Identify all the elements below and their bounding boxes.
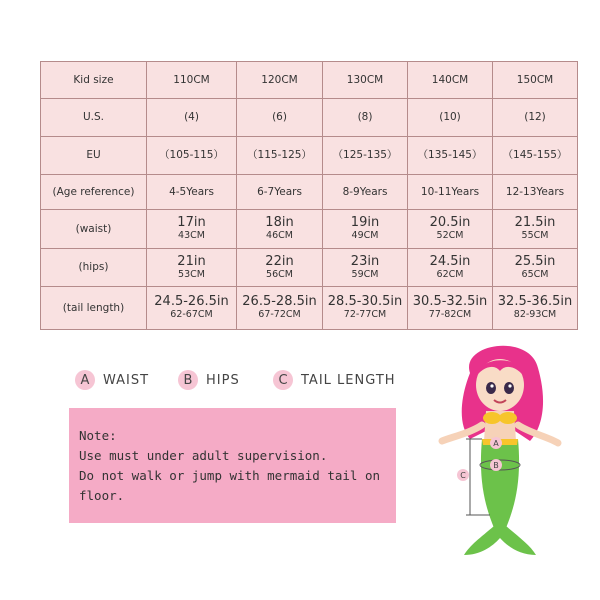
right-eye-highlight <box>508 384 511 387</box>
inch-value: 18in <box>265 215 294 231</box>
cm-value: 72-77CM <box>343 309 387 320</box>
size-chart-table <box>40 61 578 330</box>
cm-value: 55CM <box>521 230 549 241</box>
inch-value: 22in <box>265 253 294 269</box>
table-cell <box>408 287 493 330</box>
inch-value: 26.5-28.5in <box>242 294 317 310</box>
legend-marker-a: A <box>75 370 95 390</box>
table-cell <box>323 287 408 330</box>
legend-marker-b: B <box>178 370 198 390</box>
cm-value: 77-82CM <box>428 309 472 320</box>
tail-fin-shape <box>464 526 536 555</box>
marker-b-label: B <box>493 461 499 470</box>
marker-a-label: A <box>493 439 499 448</box>
header-cell: 140CM <box>408 62 493 99</box>
cm-value: 65CM <box>521 268 549 280</box>
inch-value: 21in <box>177 253 206 269</box>
cm-value: 67-72CM <box>258 309 301 320</box>
header-cell: 130CM <box>323 62 408 99</box>
left-eye-highlight <box>490 384 493 387</box>
marker-c-label: C <box>460 471 466 480</box>
cm-value: 52CM <box>436 230 464 241</box>
cm-value: 46CM <box>266 230 293 241</box>
table-cell: 4-5Years <box>147 175 237 210</box>
legend-label: HIPS <box>206 372 240 388</box>
row-label: EU <box>41 137 147 175</box>
table-cell <box>147 249 237 287</box>
table-cell: （125-135） <box>323 137 408 175</box>
table-cell <box>493 249 578 287</box>
table-cell <box>237 249 323 287</box>
legend-label: WAIST <box>103 372 150 388</box>
table-cell: （145-155） <box>493 137 578 175</box>
row-label: (waist) <box>41 210 147 249</box>
inch-value: 25.5in <box>514 253 556 269</box>
table-row-tail-length <box>41 287 578 330</box>
table-cell: (10) <box>408 99 493 137</box>
header-cell: 150CM <box>493 62 578 99</box>
legend-label: TAIL LENGTH <box>301 372 396 388</box>
shell-top-left <box>483 412 501 424</box>
table-cell <box>493 287 578 330</box>
measurement-legend <box>75 370 415 392</box>
inch-value: 19in <box>350 215 380 231</box>
table-cell <box>147 210 237 249</box>
inch-value: 24.5in <box>429 253 471 269</box>
table-cell: （115-125） <box>237 137 323 175</box>
legend-marker-c: C <box>273 370 293 390</box>
note-box <box>69 408 396 523</box>
table-row-waist <box>41 210 578 249</box>
legend-item-waist <box>75 370 149 390</box>
row-label: (Age reference) <box>41 175 147 210</box>
table-cell <box>237 287 323 330</box>
header-cell: 110CM <box>147 62 237 99</box>
table-cell: 8-9Years <box>323 175 408 210</box>
right-eye-shape <box>504 382 514 394</box>
cm-value: 53CM <box>178 268 205 280</box>
table-cell <box>408 249 493 287</box>
header-cell: 120CM <box>237 62 323 99</box>
inch-value: 30.5-32.5in <box>412 294 488 310</box>
table-cell <box>408 210 493 249</box>
cm-value: 82-93CM <box>513 309 557 320</box>
note-title: Note: <box>79 428 117 443</box>
inch-value: 21.5in <box>514 215 556 231</box>
table-row-header <box>41 62 578 99</box>
note-line: floor. <box>79 488 125 503</box>
legend-item-tail-length <box>273 370 396 390</box>
inch-value: 17in <box>177 215 206 231</box>
cm-value: 62-67CM <box>170 309 213 320</box>
row-label: (hips) <box>41 249 147 287</box>
table-cell <box>237 210 323 249</box>
cm-value: 43CM <box>178 230 205 241</box>
left-eye-shape <box>486 382 496 394</box>
cm-value: 56CM <box>266 268 293 280</box>
table-cell: 10-11Years <box>408 175 493 210</box>
inch-value: 20.5in <box>429 215 471 231</box>
table-row-hips <box>41 249 578 287</box>
legend-item-hips <box>178 370 240 390</box>
row-label: Kid size <box>41 62 147 99</box>
table-cell: 12-13Years <box>493 175 578 210</box>
table-row-us <box>41 99 578 137</box>
table-cell <box>323 249 408 287</box>
mermaid-illustration <box>430 333 570 563</box>
inch-value: 23in <box>350 253 380 269</box>
table-cell <box>323 210 408 249</box>
inch-value: 24.5-26.5in <box>154 294 229 310</box>
table-cell: (4) <box>147 99 237 137</box>
row-label: U.S. <box>41 99 147 137</box>
table-cell <box>147 287 237 330</box>
table-cell: 6-7Years <box>237 175 323 210</box>
table-row-eu <box>41 137 578 175</box>
row-label: (tail length) <box>41 287 147 330</box>
table-cell: (8) <box>323 99 408 137</box>
note-line: Use must under adult supervision. <box>79 448 328 463</box>
table-cell: （135-145） <box>408 137 493 175</box>
inch-value: 28.5-30.5in <box>327 294 403 310</box>
table-cell: （105-115） <box>147 137 237 175</box>
table-cell: (12) <box>493 99 578 137</box>
table-cell: (6) <box>237 99 323 137</box>
table-row-age <box>41 175 578 210</box>
table-cell <box>493 210 578 249</box>
cm-value: 49CM <box>351 230 379 241</box>
shell-top-right <box>499 412 517 424</box>
cm-value: 62CM <box>436 268 464 280</box>
note-line: Do not walk or jump with mermaid tail on <box>79 468 381 483</box>
inch-value: 32.5-36.5in <box>497 294 573 310</box>
cm-value: 59CM <box>351 268 379 280</box>
